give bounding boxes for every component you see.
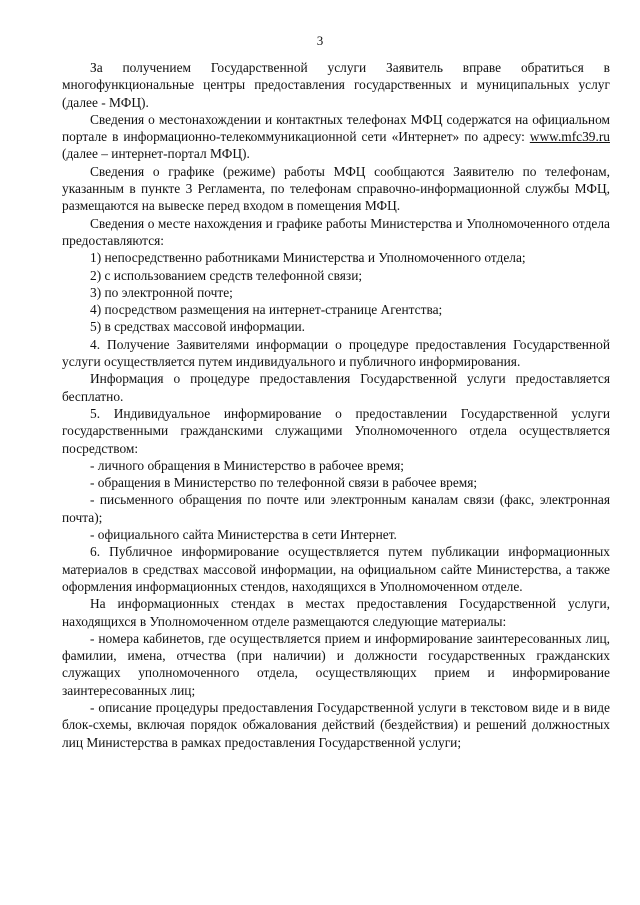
paragraph-info-stands: На информационных стендах в местах предоставления Государственной услуги, находящихся в Уполномоченном отделе размещаются следующие материалы: [62,596,610,629]
paragraph-section-6: 6. Публичное информирование осуществляется путем публикации информационных материалов в средствах массовой информации, на официальном сайте Министерства, а также оформления информационных стендов, находящихся в Уполномоченном отделе. [62,544,610,594]
list-item-5: 5) в средствах массовой информации. [90,319,306,335]
dash-item-personal: - личного обращения в Министерство в рабочее время; [90,457,405,473]
dash-item-procedure-description: - описание процедуры предоставления Государственной услуги в текстовом виде и в виде блок-схемы, включая порядок обжалования действий (бездействия) и решений должностных лиц Министерства в рамках предоставления Государственной услуги; [62,699,610,750]
paragraph-mfc-schedule: Сведения о графике (режиме) работы МФЦ сообщаются Заявителю по телефонам, указанным в пункте 3 Регламента, по телефонам справочно-информационной службы МФЦ, размещаются на вывеске перед входом в помещения МФЦ. [62,163,610,214]
page-number: 3 [316,33,324,48]
mfc-website-link[interactable]: www.mfc39.ru [529,129,610,145]
dash-item-website: - официального сайта Министерства в сети Интернет. [90,527,397,543]
dash-item-phone: - обращения в Министерство по телефонной связи в рабочее время; [90,475,478,491]
paragraph-free-info: Информация о процедуре предоставления Государственной услуги предоставляется бесплатно. [62,371,610,404]
paragraph-mfc-access: За получением Государственной услуги Заявитель вправе обратиться в многофункциональные центры предоставления государственных и муниципальных услуг (далее - МФЦ). [62,60,610,110]
paragraph-section-5: 5. Индивидуальное информирование о предоставлении Государственной услуги государственными гражданскими служащими Уполномоченного отдела осуществляется посредством: [62,405,610,456]
list-item-2: 2) с использованием средств телефонной связи; [90,267,363,283]
list-item-1: 1) непосредственно работниками Министерства и Уполномоченного отдела; [90,250,526,266]
document-body [62,59,610,751]
list-item-3: 3) по электронной почте; [90,284,233,300]
list-item-4: 4) посредством размещения на интернет-странице Агентства; [90,302,443,318]
dash-item-written: - письменного обращения по почте или электронным каналам связи (факс, электронная почта); [62,492,610,525]
paragraph-ministry-info: Сведения о месте нахождения и графике работы Министерства и Уполномоченного отдела предоставляются: [62,215,610,248]
paragraph-section-4: 4. Получение Заявителями информации о процедуре предоставления Государственной услуги осуществляется путем индивидуального и публичного информирования. [62,336,610,370]
paragraph-mfc-contacts: Сведения о местонахождении и контактных телефонах МФЦ содержатся на официальном портале в информационно-телекоммуникационной сети «Интернет» по адресу: www.mfc39.ru (далее – интернет-портал МФЦ). [62,111,610,162]
dash-item-office-numbers: - номера кабинетов, где осуществляется прием и информирование заинтересованных лиц, фамилии, имена, отчества (при наличии) и должности государственных гражданских служащих уполномоченного отдела, осуществляющих прием и информирование заинтересованных лиц; [62,630,610,698]
